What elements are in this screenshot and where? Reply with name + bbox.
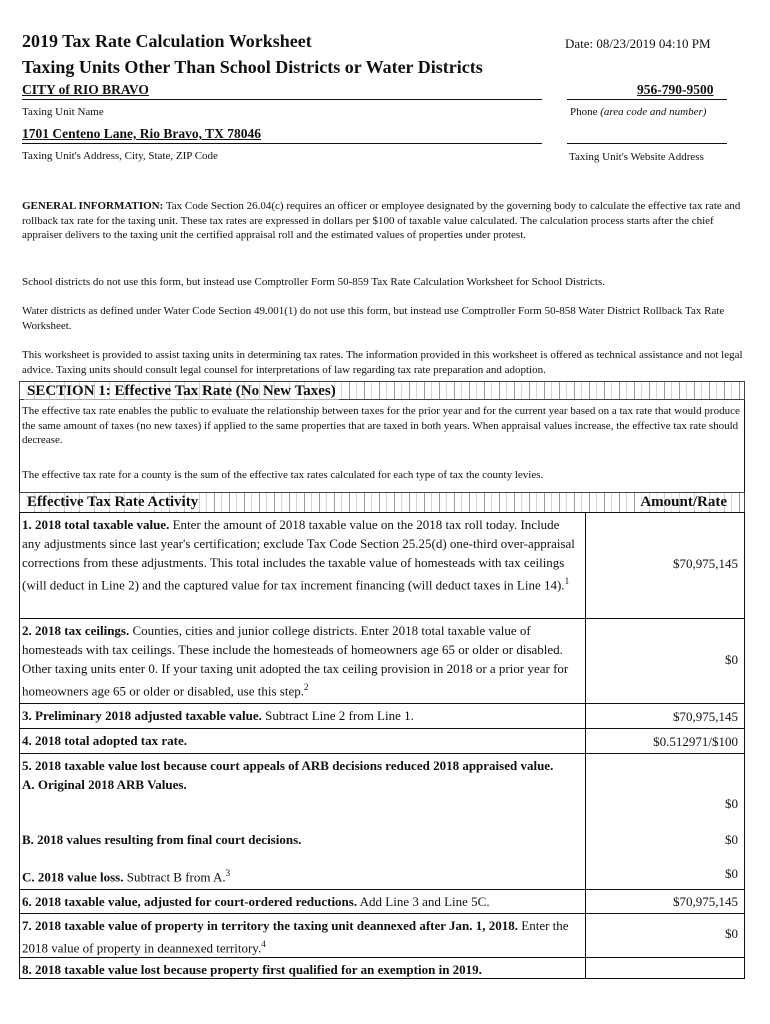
line-5-number: 5. (22, 758, 32, 773)
line-6-bold: 2018 taxable value, adjusted for court-ordered reductions. (35, 894, 358, 909)
worksheet-title: 2019 Tax Rate Calculation Worksheet (22, 31, 312, 51)
line-5b-amount: $0 (725, 832, 738, 847)
line-3-text: Subtract Line 2 from Line 1. (261, 708, 414, 723)
table-row-line-4 (20, 728, 744, 753)
general-information (22, 199, 744, 243)
activity-header (19, 492, 745, 513)
line-1-text: Enter the amount of 2018 taxable value on the 2018 tax roll today. Include any adjustments since last year's certification; exclude Tax Code Section 25.25(d) one-third over-appraisal corrections from these adjustments. This total includes the taxable value of homesteads with tax ceilings (will deduct in Line 2) and the captured value for tax increment financing (will deduct taxes in Line 14). (22, 517, 575, 593)
line-1-description (20, 513, 585, 618)
line-7-text: Enter the 2018 value of property in deannexed territory. (22, 918, 569, 956)
line-4-number: 4. (22, 733, 32, 748)
line-8-number: 8. (22, 962, 32, 977)
line-1-footnote: 1 (564, 576, 570, 586)
line-1-bold: 2018 total taxable value. (35, 517, 170, 532)
table-row-line-6 (20, 889, 744, 913)
website-label: Taxing Unit's Website Address (569, 151, 704, 163)
line-6-number: 6. (22, 894, 32, 909)
line-5-bold: 2018 taxable value lost because court appeals of ARB decisions reduced 2018 appraised value. (35, 758, 554, 773)
address-value: 1701 Centeno Lane, Rio Bravo, TX 78046 (22, 126, 262, 141)
line-6-description (20, 890, 585, 913)
table-row-line-5 (20, 753, 744, 889)
worksheet-date: Date: 08/23/2019 04:10 PM (565, 36, 711, 51)
phone-value: 956-790-9500 (637, 82, 714, 97)
line-5c-bold: 2018 value loss. (37, 869, 124, 885)
line-7-bold: 2018 taxable value of property in territory the taxing unit deannexed after Jan. 1, 2018. (35, 918, 519, 933)
address-underline (22, 143, 542, 144)
line-2-footnote: 2 (303, 682, 309, 692)
line-5-block (20, 754, 744, 890)
line-1-number: 1. (22, 517, 32, 532)
line-5c-text: Subtract B from A. (123, 869, 226, 885)
section1-title: SECTION 1: Effective Tax Rate (No New Taxes) (24, 382, 339, 400)
line-5a-label (22, 777, 187, 792)
activity-column-heading: Effective Tax Rate Activity (24, 493, 201, 511)
address-label: Taxing Unit's Address, City, State, ZIP Code (22, 150, 218, 162)
line-7-description (20, 914, 585, 957)
line-5a-amount: $0 (725, 796, 738, 811)
taxing-unit-name-label: Taxing Unit Name (22, 106, 104, 118)
phone-label-suffix: (area code and number) (600, 106, 707, 118)
line-5b-label (22, 830, 301, 849)
table-row-line-2 (20, 618, 744, 703)
section1-intro-box (19, 400, 745, 492)
line-2-number: 2. (22, 623, 32, 638)
section1-county-note: The effective tax rate for a county is the sum of the effective tax rates calculated for each type of tax the county levies. (22, 469, 544, 481)
line-2-bold: 2018 tax ceilings. (35, 623, 130, 638)
line-8-amount (585, 958, 744, 978)
line-5b-letter: B. (22, 832, 34, 847)
effective-tax-rate-table (19, 512, 745, 979)
phone-label-prefix: Phone (570, 106, 598, 118)
line-5a-bold: Original 2018 ARB Values. (37, 777, 187, 792)
line-3-description (20, 704, 585, 728)
name-underline (22, 99, 542, 100)
phone-label (570, 106, 706, 118)
line-5c-letter: C. (22, 869, 35, 885)
taxing-unit-name-value: CITY of RIO BRAVO (22, 82, 149, 97)
line-5c-amount: $0 (725, 866, 738, 881)
line-3-number: 3. (22, 708, 32, 723)
table-row-line-8 (20, 957, 744, 979)
line-4-amount: $0.512971/$100 (585, 729, 744, 753)
line-3-bold: Preliminary 2018 adjusted taxable value. (35, 708, 262, 723)
line-3-amount: $70,975,145 (585, 704, 744, 728)
line-4-description (20, 729, 585, 753)
line-7-number: 7. (22, 918, 32, 933)
amount-column-heading: Amount/Rate (637, 493, 730, 511)
water-district-note: Water districts as defined under Water Code Section 49.001(1) do not use this form, but instead use Comptroller Form 50-858 Water District Rollback Tax Rate Worksheet. (22, 305, 725, 332)
line-5-amounts (585, 754, 744, 890)
legal-advice-note: This worksheet is provided to assist taxing units in determining tax rates. The information provided in this worksheet is offered as technical assistance and not legal advice. Taxing units should consult legal counsel for interpretations of law regarding tax rate preparation and adoption. (22, 349, 743, 376)
line-8-description (20, 958, 585, 978)
school-district-note: School districts do not use this form, but instead use Comptroller Form 50-859 Tax Rate Calculation Worksheet for School Districts. (22, 276, 606, 288)
line-5c-label (22, 864, 230, 886)
general-information-lead: GENERAL INFORMATION: (22, 200, 164, 212)
table-row-line-7 (20, 913, 744, 957)
line-5b-bold: 2018 values resulting from final court decisions. (37, 832, 302, 847)
phone-underline (567, 99, 727, 100)
table-row-line-3 (20, 703, 744, 728)
section1-intro: The effective tax rate enables the public to evaluate the relationship between taxes for the prior year and for the current year based on a tax rate that would produce the same amount of taxes (no new taxes) if applied to the same properties that are taxed in both years. When appraisal values increase, the effective tax rate should decrease. (22, 405, 740, 446)
line-6-amount: $70,975,145 (585, 890, 744, 913)
section1-header (19, 381, 745, 400)
line-8-bold: 2018 taxable value lost because property first qualified for an exemption in 2019. (35, 962, 482, 977)
table-row-line-1 (20, 512, 744, 618)
line-2-description (20, 619, 585, 703)
line-5-description (20, 754, 585, 890)
line-6-text: Add Line 3 and Line 5C. (357, 894, 490, 909)
line-5a-letter: A. (22, 777, 35, 792)
worksheet-subtitle: Taxing Units Other Than School Districts or Water Districts (22, 57, 483, 77)
line-1-amount: $70,975,145 (585, 513, 744, 618)
website-underline (567, 143, 727, 144)
line-2-text: Counties, cities and junior college districts. Enter 2018 total taxable value of homesteads with tax ceilings. These include the homesteads of homeowners age 65 or older or disabled. Other taxing units enter 0. If your taxing unit adopted the tax ceiling provision in 2018 or a prior year for homeowners age 65 or older or disabled, use this step. (22, 623, 569, 699)
line-4-bold: 2018 total adopted tax rate. (35, 733, 188, 748)
line-5c-footnote: 3 (225, 868, 231, 878)
line-7-footnote: 4 (261, 939, 266, 949)
line-2-amount: $0 (585, 619, 744, 703)
line-7-amount: $0 (585, 914, 744, 957)
general-information-text: Tax Code Section 26.04(c) requires an officer or employee designated by the governing body to calculate the effective tax rate and rollback tax rate for the taxing unit. These tax rates are expressed in dollars per $100 of taxable value calculated. The calculation process starts after the chief appraiser delivers to the taxing unit the certified appraisal roll and the estimated values of properties under protest. (22, 200, 741, 241)
